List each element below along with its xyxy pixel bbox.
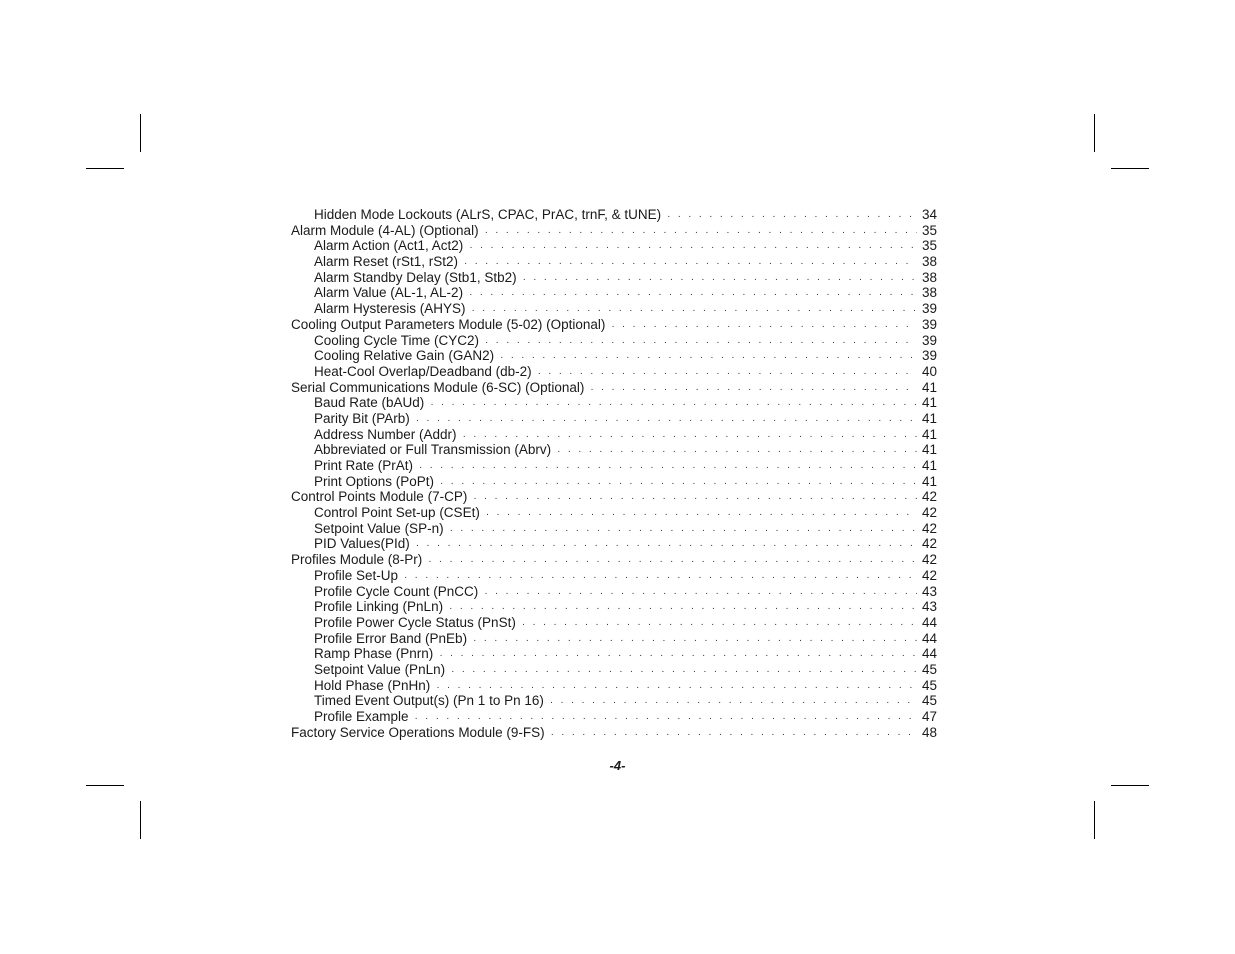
toc-entry-title: Hidden Mode Lockouts (ALrS, CPAC, PrAC, trnF, & tUNE) xyxy=(314,207,662,222)
toc-entry-title: Print Options (PoPt) xyxy=(314,473,435,489)
toc-subsection-entry[interactable] xyxy=(291,270,937,286)
toc-entry-title: Abbreviated or Full Transmission (Abrv) xyxy=(314,442,552,458)
toc-dot-leader xyxy=(440,476,917,492)
toc-dot-leader xyxy=(551,727,917,743)
toc-entry-title: Profile Error Band (PnEb) xyxy=(314,630,468,646)
toc-entry-page: 39 xyxy=(921,301,937,317)
toc-subsection-entry[interactable] xyxy=(291,678,937,694)
toc-dot-leader xyxy=(557,444,917,460)
toc-entry-page: 45 xyxy=(921,677,937,693)
toc-subsection-entry[interactable] xyxy=(291,599,937,615)
toc-subsection-entry[interactable] xyxy=(291,536,937,552)
toc-dot-leader xyxy=(523,272,917,288)
toc-entry-title: Profiles Module (8-Pr) xyxy=(291,552,423,568)
toc-entry-title: Timed Event Output(s) (Pn 1 to Pn 16) xyxy=(314,693,544,709)
toc-dot-leader xyxy=(469,287,917,303)
toc-dot-leader xyxy=(450,523,917,539)
toc-entry-page: 38 xyxy=(921,254,937,270)
toc-entry-page: 38 xyxy=(921,285,937,301)
toc-subsection-entry[interactable] xyxy=(291,615,937,631)
crop-mark-top-right-vertical xyxy=(1094,114,1095,152)
toc-dot-leader xyxy=(590,382,917,398)
toc-entry-page: 41 xyxy=(921,426,937,442)
toc-dot-leader xyxy=(428,554,917,570)
toc-dot-leader xyxy=(416,538,917,554)
toc-entry-title: Baud Rate (bAUd) xyxy=(314,395,425,411)
toc-dot-leader xyxy=(538,366,917,382)
toc-entry-page: 38 xyxy=(921,269,937,285)
toc-dot-leader xyxy=(473,633,917,649)
toc-entry-title: Control Points Module (7-CP) xyxy=(291,489,468,505)
toc-entry-title: Control Point Set-up (CSEt) xyxy=(314,505,480,521)
toc-subsection-entry[interactable] xyxy=(291,348,937,364)
toc-subsection-entry[interactable] xyxy=(291,238,937,254)
toc-section-entry[interactable] xyxy=(291,380,937,396)
toc-dot-leader xyxy=(500,350,917,366)
toc-subsection-entry[interactable] xyxy=(291,693,937,709)
toc-subsection-entry[interactable] xyxy=(291,458,937,474)
toc-entry-title: Alarm Action (Act1, Act2) xyxy=(314,238,464,254)
toc-entry-title: Setpoint Value (SP-n) xyxy=(314,520,444,536)
toc-subsection-entry[interactable] xyxy=(291,364,937,380)
toc-subsection-entry[interactable] xyxy=(291,395,937,411)
crop-mark-bottom-left-vertical xyxy=(140,801,141,839)
toc-entry-title: Parity Bit (PArb) xyxy=(314,410,410,426)
toc-subsection-entry[interactable] xyxy=(291,254,937,270)
toc-entry-page: 44 xyxy=(921,630,937,646)
toc-subsection-entry[interactable] xyxy=(291,442,937,458)
toc-entry-page: 41 xyxy=(921,379,937,395)
toc-entry-title: Profile Power Cycle Status (PnSt) xyxy=(314,614,516,630)
toc-subsection-entry[interactable] xyxy=(291,709,937,725)
toc-entry-title: Serial Communications Module (6-SC) (Optional) xyxy=(291,379,585,395)
toc-entry-title: Profile Example xyxy=(314,709,409,724)
toc-entry-title: Hold Phase (PnHn) xyxy=(314,677,431,693)
toc-entry-title: Alarm Value (AL-1, AL-2) xyxy=(314,285,464,301)
crop-mark-bottom-right-vertical xyxy=(1094,801,1095,839)
toc-dot-leader xyxy=(439,648,917,664)
table-of-contents xyxy=(291,207,937,740)
toc-dot-leader xyxy=(484,586,917,602)
toc-dot-leader xyxy=(430,397,917,413)
toc-dot-leader xyxy=(449,601,917,617)
toc-entry-page: 41 xyxy=(921,442,937,458)
toc-dot-leader xyxy=(464,256,917,272)
crop-mark-top-right-horizontal xyxy=(1111,168,1149,169)
toc-entry-page: 35 xyxy=(921,238,937,254)
crop-mark-bottom-left-horizontal xyxy=(86,785,124,786)
toc-dot-leader xyxy=(667,209,917,225)
toc-entry-page: 45 xyxy=(921,693,937,709)
toc-entry-title: Alarm Standby Delay (Stb1, Stb2) xyxy=(314,269,517,285)
toc-dot-leader xyxy=(485,225,917,241)
toc-dot-leader xyxy=(485,335,917,351)
toc-entry-page: 42 xyxy=(921,520,937,536)
toc-subsection-entry[interactable] xyxy=(291,505,937,521)
toc-subsection-entry[interactable] xyxy=(291,631,937,647)
toc-entry-title: Profile Set-Up xyxy=(314,567,399,583)
toc-dot-leader xyxy=(473,491,917,507)
toc-entry-page: 42 xyxy=(921,552,937,568)
toc-subsection-entry[interactable] xyxy=(291,411,937,427)
toc-entry-title: Cooling Cycle Time (CYC2) xyxy=(314,332,480,348)
toc-section-entry[interactable] xyxy=(291,223,937,239)
toc-entry-page: 39 xyxy=(921,332,937,348)
crop-mark-top-left-vertical xyxy=(140,114,141,152)
toc-subsection-entry[interactable] xyxy=(291,568,937,584)
toc-entry-page: 42 xyxy=(921,567,937,583)
toc-entry-title: Cooling Output Parameters Module (5-02) (Optional) xyxy=(291,316,606,332)
toc-dot-leader xyxy=(404,570,917,586)
toc-dot-leader xyxy=(419,460,917,476)
crop-mark-top-left-horizontal xyxy=(86,168,124,169)
toc-entry-title: Factory Service Operations Module (9-FS) xyxy=(291,724,545,740)
toc-entry-page: 43 xyxy=(921,583,937,599)
toc-entry-page: 40 xyxy=(921,363,937,379)
toc-subsection-entry[interactable] xyxy=(291,521,937,537)
toc-entry-page: 39 xyxy=(921,316,937,332)
toc-entry-page: 48 xyxy=(921,724,937,740)
page-number: -4- xyxy=(609,758,626,773)
toc-entry-page: 41 xyxy=(921,410,937,426)
toc-entry-page: 41 xyxy=(921,473,937,489)
toc-entry-page: 42 xyxy=(921,536,937,552)
toc-entry-title: Address Number (Addr) xyxy=(314,426,457,442)
toc-subsection-entry[interactable] xyxy=(291,427,937,443)
toc-entry-page: 42 xyxy=(921,489,937,505)
toc-entry-page: 41 xyxy=(921,458,937,473)
toc-entry-title: PID Values(PId) xyxy=(314,536,410,552)
toc-entry-page: 41 xyxy=(921,395,937,411)
toc-entry-page: 47 xyxy=(921,709,937,724)
toc-subsection-entry[interactable] xyxy=(291,662,937,678)
toc-entry-page: 45 xyxy=(921,661,937,677)
toc-dot-leader xyxy=(451,664,917,680)
toc-entry-page: 34 xyxy=(921,207,937,222)
toc-dot-leader xyxy=(486,507,917,523)
toc-section-entry[interactable] xyxy=(291,552,937,568)
toc-dot-leader xyxy=(522,617,917,633)
toc-entry-page: 39 xyxy=(921,348,937,364)
toc-subsection-entry[interactable] xyxy=(291,207,937,223)
toc-entry-page: 44 xyxy=(921,614,937,630)
toc-dot-leader xyxy=(611,319,917,335)
toc-dot-leader xyxy=(550,695,917,711)
crop-mark-bottom-right-horizontal xyxy=(1111,785,1149,786)
toc-dot-leader xyxy=(416,413,917,429)
toc-entry-title: Heat-Cool Overlap/Deadband (db-2) xyxy=(314,363,532,379)
toc-entry-title: Print Rate (PrAt) xyxy=(314,458,414,473)
toc-section-entry[interactable] xyxy=(291,317,937,333)
toc-entry-page: 42 xyxy=(921,505,937,521)
toc-subsection-entry[interactable] xyxy=(291,333,937,349)
toc-subsection-entry[interactable] xyxy=(291,474,937,490)
toc-subsection-entry[interactable] xyxy=(291,285,937,301)
toc-subsection-entry[interactable] xyxy=(291,584,937,600)
toc-entry-title: Setpoint Value (PnLn) xyxy=(314,661,446,677)
toc-entry-title: Cooling Relative Gain (GAN2) xyxy=(314,348,495,364)
toc-entry-title: Profile Cycle Count (PnCC) xyxy=(314,583,479,599)
toc-entry-page: 43 xyxy=(921,599,937,615)
toc-dot-leader xyxy=(469,240,917,256)
toc-subsection-entry[interactable] xyxy=(291,301,937,317)
toc-entry-title: Alarm Module (4-AL) (Optional) xyxy=(291,222,479,238)
toc-entry-title: Ramp Phase (Pnrn) xyxy=(314,646,434,662)
toc-entry-title: Alarm Reset (rSt1, rSt2) xyxy=(314,254,459,270)
toc-section-entry[interactable] xyxy=(291,489,937,505)
toc-entry-title: Alarm Hysteresis (AHYS) xyxy=(314,301,466,317)
toc-subsection-entry[interactable] xyxy=(291,646,937,662)
toc-entry-page: 35 xyxy=(921,222,937,238)
toc-entry-page: 44 xyxy=(921,646,937,662)
toc-entry-title: Profile Linking (PnLn) xyxy=(314,599,444,615)
toc-section-entry[interactable] xyxy=(291,725,937,741)
